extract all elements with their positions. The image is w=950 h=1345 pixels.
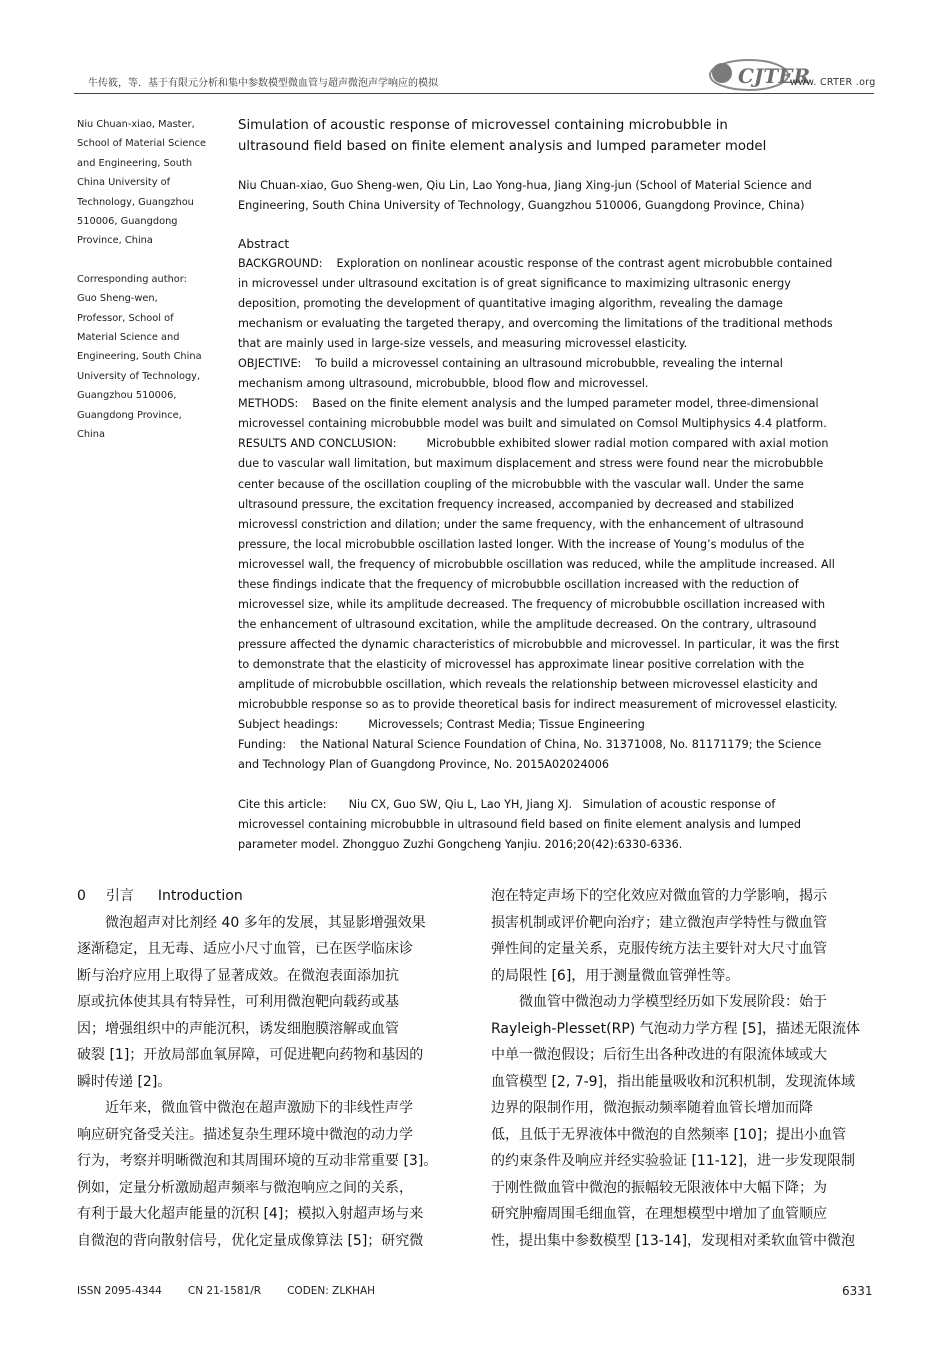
body-left-column — [77, 883, 457, 1254]
body-line: 逐渐稳定，且无毒、适应小尺寸血管，已在医学临床诊 — [77, 941, 413, 957]
body-line: 的局限性 [6]，用于测量微血管弹性等。 — [491, 967, 740, 984]
section-number: 0 — [77, 888, 86, 904]
abstract-line: microvessel containing microbubble model was built and simulated on Comsol Multiphysics 4.4 platform. — [238, 417, 827, 431]
english-authors — [238, 176, 858, 216]
abstract-line: in microvessel under ultrasound excitation is of great significance to maximizing ultrasonic energy — [238, 277, 791, 291]
objective-label: OBJECTIVE: — [238, 357, 302, 371]
body-line: Rayleigh-Plesset(RP) 气泡动力学方程 [5]，描述无限流体 — [491, 1020, 860, 1037]
body-line: 损害机制或评价靶向治疗；建立微泡声学特性与微血管 — [491, 914, 827, 931]
background-label: BACKGROUND: — [238, 257, 323, 270]
corresponding-author — [77, 270, 227, 445]
abstract-line: mechanism or evaluating the targeted therapy, and overcoming the limitations of the traditional methods — [238, 317, 833, 331]
corresponding-line: Engineering, South China — [77, 351, 202, 363]
abstract-line — [238, 394, 848, 414]
methods-text: Based on the finite element analysis and the lumped parameter model, three-dimensional — [312, 397, 819, 411]
section-title-zh: 引言 — [105, 888, 134, 904]
abstract-line: amplitude of microbubble oscillation, which reveals the relationship between microvessel elasticity and — [238, 677, 818, 691]
abstract-line: ultrasound pressure, the excitation frequency increased, accompanied by decreased and stabilized — [238, 497, 794, 511]
abstract-line: mechanism among ultrasound, microbubble, blood flow and microvessel. — [238, 377, 649, 391]
cite-text: Niu CX, Guo SW, Qiu L, Lao YH, Jiang XJ. Simulation of acoustic response of — [348, 798, 776, 812]
abstract-body — [238, 254, 848, 855]
abstract-line: deposition, promoting the development of quantitative imaging algorithm, revealing the damage — [238, 297, 783, 311]
abstract-line: to demonstrate that the elasticity of microvessel has approximate linear positive correlation with the — [238, 657, 805, 671]
subject-text: Microvessels; Contrast Media; Tissue Engineering — [368, 718, 645, 732]
corresponding-line: University of Technology, — [77, 370, 201, 382]
header-rule — [74, 93, 874, 94]
abstract-line: microvessl constriction and dilation; under the same frequency, with the enhancement of ultrasound — [238, 517, 804, 531]
english-authors-line: Niu Chuan-xiao, Guo Sheng-wen, Qiu Lin, Lao Yong-hua, Jiang Xing-jun (School of Material Science and — [238, 179, 812, 192]
abstract-line: these findings indicate that the frequency of microbubble oscillation increased with the reduction of — [238, 577, 799, 591]
abstract-line: microvessel size, while its amplitude decreased. The frequency of microbubble oscillation increased with — [238, 597, 826, 611]
body-line: 行为，考察并明晰微泡和其周围环境的互动非常重要 [3]。 — [77, 1153, 438, 1169]
body-line: 自微泡的背向散射信号，优化定量成像算法 [5]；研究微 — [77, 1232, 424, 1249]
abstract-line — [238, 254, 848, 274]
abstract-line — [238, 354, 848, 374]
cite-label: Cite this article: — [238, 798, 327, 812]
body-line: 研究肿瘤周围毛细血管，在理想模型中增加了血管顺应 — [491, 1206, 827, 1222]
results-label: RESULTS AND CONCLUSION: — [238, 437, 397, 451]
cn-number: CN 21-1581/R — [187, 1285, 262, 1297]
corresponding-line: China — [77, 429, 105, 441]
issn: ISSN 2095-4344 — [77, 1285, 162, 1297]
abstract-heading: Abstract — [238, 237, 290, 251]
subject-label: Subject headings: — [238, 718, 339, 732]
paragraph — [77, 910, 457, 1096]
body-line: 血管模型 [2, 7-9]，指出能量吸收和沉积机制，发现流体域 — [491, 1073, 856, 1090]
body-line: 例如，定量分析激励超声频率与微泡响应之间的关系， — [77, 1179, 413, 1196]
body-line: 的约束条件及响应并经实验验证 [11-12]，进一步发现限制 — [491, 1153, 856, 1169]
author-info-line: Niu Chuan-xiao, Master, — [77, 119, 195, 130]
body-line: 因；增强组织中的声能沉积，诱发细胞膜溶解或血管 — [77, 1020, 399, 1037]
paragraph — [491, 883, 871, 989]
abstract-line: microvessel containing microbubble in ultrasound field based on finite element analysis and lumped — [238, 818, 801, 832]
english-title-line: Simulation of acoustic response of microvessel containing microbubble in — [238, 118, 728, 133]
page-number: 6331 — [842, 1284, 873, 1298]
corresponding-line: Guo Sheng-wen, — [77, 293, 158, 305]
corresponding-line: Guangdong Province, — [77, 409, 182, 421]
body-line: 瞬时传递 [2]。 — [77, 1073, 172, 1090]
abstract-line: that are mainly used in large-size vessels, and measuring microvessel elasticity. — [238, 337, 688, 351]
abstract-line: the enhancement of ultrasound excitation, while the amplitude decreased. On the contrary, ultrasound — [238, 617, 817, 631]
author-info — [77, 115, 227, 251]
author-sidebar — [77, 115, 227, 445]
body-line: 断与治疗应用上取得了显著成效。在微泡表面添加抗 — [77, 967, 399, 984]
body-line: 响应研究备受关注。描述复杂生理环境中微泡的动力学 — [77, 1126, 413, 1143]
methods-label: METHODS: — [238, 397, 299, 411]
abstract-line — [238, 795, 848, 815]
author-info-line: 510006, Guangdong — [77, 216, 178, 228]
body-line: 破裂 [1]；开放局部血氧屏障，可促进靶向药物和基因的 — [77, 1047, 424, 1063]
abstract-line: parameter model. Zhongguo Zuzhi Gongcheng Yanjiu. 2016;20(42):6330-6336. — [238, 838, 683, 852]
english-authors-line: Engineering, South China University of Technology, Guangzhou 510006, Guangdong Province, China) — [238, 199, 805, 212]
english-title-line: ultrasound field based on finite element analysis and lumped parameter model — [238, 139, 767, 154]
corresponding-line: Guangzhou 510006, — [77, 390, 177, 402]
paragraph — [77, 1095, 457, 1254]
body-line: 有利于最大化超声能量的沉积 [4]；模拟入射超声场与来 — [77, 1206, 424, 1222]
running-title: 牛传筱，等．基于有限元分析和集中参数模型微血管与超声微泡声学响应的模拟 — [88, 78, 438, 89]
body-line: 于刚性微血管中微泡的振幅较无限液体中大幅下降；为 — [491, 1179, 827, 1196]
body-line: 边界的限制作用，微泡振动频率随着血管长增加而降 — [491, 1100, 813, 1116]
abstract-line — [238, 735, 848, 755]
coden: CODEN: ZLKHAH — [287, 1285, 376, 1297]
section-title-en: Introduction — [157, 888, 243, 904]
body-line: 低，且低于无界液体中微泡的自然频率 [10]；提出小血管 — [491, 1126, 847, 1143]
author-info-line: School of Material Science — [77, 138, 207, 150]
paragraph — [491, 989, 871, 1254]
objective-text: To build a microvessel containing an ultrasound microbubble, revealing the internal — [315, 357, 783, 371]
english-title — [238, 115, 838, 157]
body-right-column — [491, 883, 871, 1254]
author-info-line: and Engineering, South — [77, 157, 193, 169]
body-line: 中单一微泡假设；后衍生出各种改进的有限流体域或大 — [491, 1047, 827, 1063]
journal-logo — [708, 55, 811, 95]
section-title — [77, 883, 457, 910]
author-info-line: Province, China — [77, 235, 153, 247]
body-line: 泡在特定声场下的空化效应对微血管的力学影响，揭示 — [491, 888, 827, 904]
abstract-line — [238, 715, 848, 735]
abstract-line: microvessel wall, the frequency of microbubble oscillation was reduced, while the amplitude increased. All — [238, 557, 835, 571]
body-line: 微血管中微泡动力学模型经历如下发展阶段：始于 — [519, 994, 827, 1010]
author-info-line: China University of — [77, 177, 171, 189]
site-url: www. CRTER .org — [790, 77, 876, 88]
abstract-line: microbubble response so as to provide theoretical basis for indirect measurement of microvessel elasticity. — [238, 698, 838, 712]
corresponding-line: Material Science and — [77, 332, 180, 344]
corresponding-line: Professor, School of — [77, 312, 174, 324]
body-line: 原或抗体使其具有特异性，可利用微泡靶向载药或基 — [77, 994, 399, 1010]
body-line: 微泡超声对比剂经 40 多年的发展，其显影增强效果 — [105, 914, 426, 931]
results-text: Microbubble exhibited slower radial motion compared with axial motion — [426, 437, 829, 451]
funding-label: Funding: — [238, 738, 287, 752]
abstract-line: pressure affected the dynamic characteristics of microbubble and microvessel. In particular, it was the first — [238, 637, 840, 651]
abstract-line: due to vascular wall limitation, but maximum displacement and stress were found near the microbubble — [238, 457, 824, 471]
body-line: 近年来，微血管中微泡在超声激励下的非线性声学 — [105, 1100, 413, 1116]
abstract-line: and Technology Plan of Guangdong Province, No. 2015A02024006 — [238, 758, 609, 772]
abstract-line — [238, 434, 848, 454]
body-line: 弹性间的定量关系，克服传统方法主要针对大尺寸血管 — [491, 941, 827, 957]
footer-identifiers — [77, 1285, 401, 1297]
body-line: 性，提出集中参数模型 [13-14]，发现相对柔软血管中微泡 — [491, 1232, 856, 1249]
corresponding-line: Corresponding author: — [77, 273, 187, 285]
logo-text: CJTER — [738, 64, 811, 88]
background-text: Exploration on nonlinear acoustic response of the contrast agent microbubble contained — [336, 257, 833, 270]
author-info-line: Technology, Guangzhou — [77, 196, 194, 208]
abstract-line: pressure, the local microbubble oscillation lasted longer. With the increase of Young’s modulus of the — [238, 537, 805, 551]
funding-text: the National Natural Science Foundation of China, No. 31371008, No. 81171179; the Science — [300, 738, 822, 752]
abstract-line: center because of the oscillation coupling of the microbubble with the vascular wall. Under the same — [238, 477, 804, 491]
